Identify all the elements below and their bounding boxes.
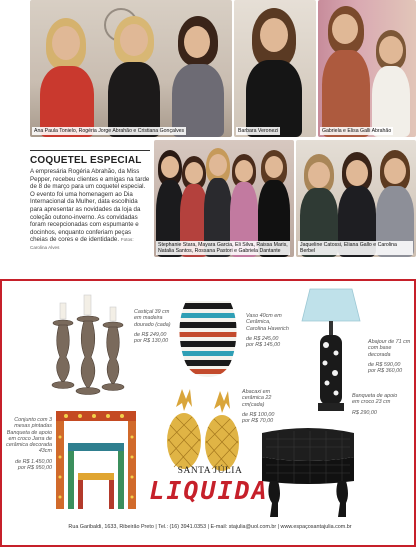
photo-caption: Ana Paula Tonielo, Rogéria Jorge Abrahão e Cristiana Gonçalves [34,128,185,134]
photo-caption: Barbara Veronezi [238,128,279,134]
vase-label: Vaso 40cm em Cerâmica, Carolina Haverich de R$ 245,00 por R$ 145,00 [246,313,289,349]
article-body: A empresária Rogéria Abrahão, da Miss Pepper, recebeu clientes e amigas na tarde de 8 de março para um coquetel especial. O evento foi uma homenagem ao Dia Internacional da Mulher, data escolhida para apresentar as novidades da loja da coleção outono-inverno. As convidadas foram recepcionadas com espumante e docinhos, enquanto conferiam peças cheias de cores e de identidade. Fotos: Carolina Alves [30,168,150,250]
pineapple-label: Abacaxi em cerâmica 22 cm(cada) de R$ 100,00 por R$ 70,00 [242,389,286,424]
pineapple-image [162,385,242,473]
article [30,150,150,252]
candlestick-image [48,293,130,397]
nesting-tables-label: Conjunto com 3 mesas pintadas Banqueta de apoio em croco Jarra de cerâmica decorada 43cm de R$ 1.450,00 por R$ 950,00 [6,417,52,472]
article-title: COQUETEL ESPECIAL [30,150,150,166]
sale-headline: LIQUIDA [149,476,269,505]
guest-figure [322,6,370,137]
photo-single-guest [234,0,316,137]
photo-guest-group [154,140,294,257]
vase-image [172,297,244,379]
old-price: de R$ 1.450,00 [15,458,52,465]
nesting-tables-image [54,407,138,513]
guest-figure [170,16,226,137]
candlestick-label: Castiçal 39 cm em madeira dourado (cada) de R$ 249,00 por R$ 130,00 [134,309,171,345]
photo-mother-daughter [318,0,416,137]
stool-image [258,423,358,521]
guest-figure [242,8,306,137]
photo-caption: Stephanie Stara, Mayara Garcia, Eli Silva, Raissa Maris, Natalia Santos, Rossana Pastori e Gabriela Dantante [156,241,290,255]
old-price: de R$ 100,00 [242,411,275,418]
new-price: por R$ 130,00 [134,338,169,345]
guest-figure [38,18,94,137]
lamp-label: Abajour de 71 cm com base decorada de R$ 590,00 por R$ 360,00 [368,339,414,374]
photo-caption: Jaqueline Catossi, Eliana Gallo e Carolina Berbel [298,241,413,255]
price: R$ 290,00 [352,409,377,416]
new-price: por R$ 70,00 [242,418,274,425]
photo-three-guests [296,140,416,257]
new-price: por R$ 360,00 [368,368,403,375]
guest-figure [370,30,412,137]
stool-label: Banqueta de apoio em croco 23 cm R$ 290,00 [352,393,402,416]
photo-credit: Fotos: Carolina Alves [30,237,134,250]
store-contact-footer: Rua Garibaldi, 1633, Ribeirão Preto | Tel.: (16) 3941.0353 | E-mail: stajulia@uol.com.br | www.espaçosantajulia.com.br [68,524,352,530]
guest-figure [108,16,160,137]
photo-caption: Gabriela e Elisa Galli Abrahão [322,128,392,134]
new-price: por R$ 145,00 [246,342,281,349]
advertisement [0,279,416,547]
old-price: de R$ 249,00 [134,331,167,338]
brand-name: SANTA JÚLIA [177,466,243,476]
photo-toast-group [30,0,232,137]
old-price: de R$ 590,00 [368,361,401,368]
new-price: por R$ 950,00 [17,465,52,472]
old-price: de R$ 245,00 [246,335,279,342]
